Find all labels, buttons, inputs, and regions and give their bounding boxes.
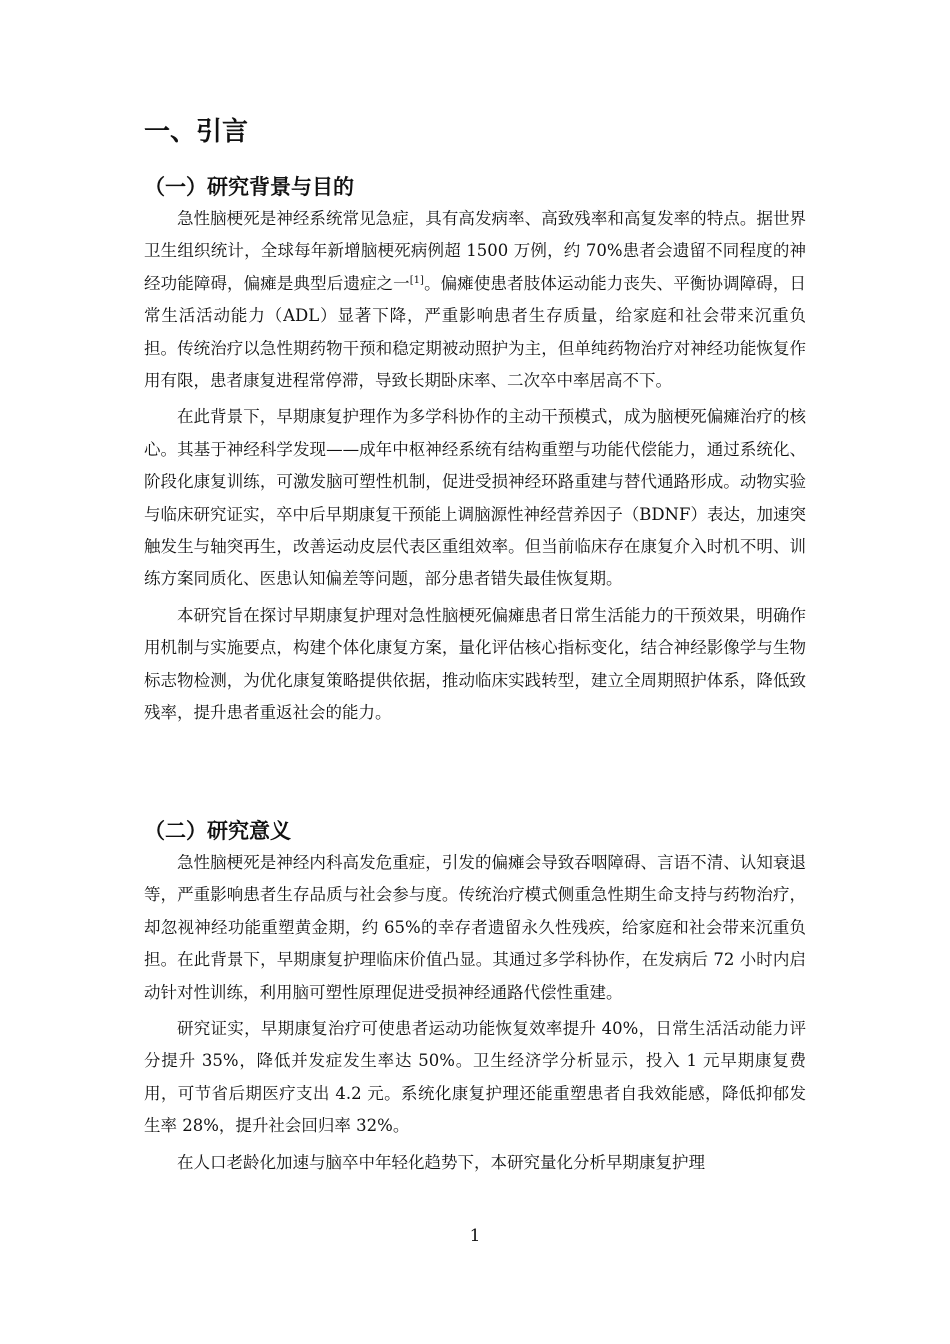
chapter-heading: 一、引言: [144, 117, 249, 147]
section-title-background: （一）研究背景与目的: [144, 175, 354, 199]
paragraph-significance-1: 急性脑梗死是神经内科高发危重症，引发的偏瘫会导致吞咽障碍、言语不清、认知衰退等，严重影响患者生存品质与社会参与度。传统治疗模式侧重急性期生命支持与药物治疗，却忽视神经功能重塑黄金期，约 65%的幸存者遗留永久性残疾，给家庭和社会带来沉重负担。在此背景下，早期康复护理临床价值凸显。其通过多学科协作，在发病后 72 小时内启动针对性训练，利用脑可塑性原理促进受损神经通路代偿性重建。: [144, 853, 806, 1002]
paragraph-significance-3: 在人口老龄化加速与脑卒中年轻化趋势下，本研究量化分析早期康复护理: [177, 1152, 705, 1172]
paragraph-significance-2: 研究证实，早期康复治疗可使患者运动功能恢复效率提升 40%，日常生活活动能力评分提升 35%，降低并发症发生率达 50%。卫生经济学分析显示，投入 1 元早期康复费用，可节省后期医疗支出 4.2 元。系统化康复护理还能重塑患者自我效能感，降低抑郁发生率 28%，提升社会回归率 32%。: [144, 1019, 806, 1136]
paragraph-background-1: [144, 203, 806, 397]
section-background: [144, 171, 806, 734]
paragraph-background-2: 在此背景下，早期康复护理作为多学科协作的主动干预模式，成为脑梗死偏瘫治疗的核心。其基于神经科学发现——成年中枢神经系统有结构重塑与功能代偿能力，通过系统化、阶段化康复训练，可激发脑可塑性机制，促进受损神经环路重建与替代通路形成。动物实验与临床研究证实，卒中后早期康复干预能上调脑源性神经营养因子（BDNF）表达，加速突触发生与轴突再生，改善运动皮层代表区重组效率。但当前临床存在康复介入时机不明、训练方案同质化、医患认知偏差等问题，部分患者错失最佳恢复期。: [144, 407, 806, 589]
paragraph-text: 急性脑梗死是神经系统常见急症，具有高发病率、高致残率和高复发率的特点。据世界卫生组织统计，全球每年新增脑梗死病例超 1500 万例，约 70%患者会遗留不同程度的神经功能障碍，偏瘫是典型后遗症之一: [144, 209, 806, 293]
page-number: 1: [469, 1226, 481, 1246]
citation-marker: [1]: [409, 274, 424, 286]
section-significance: [144, 815, 806, 1183]
paragraph-background-3: 本研究旨在探讨早期康复护理对急性脑梗死偏瘫患者日常生活能力的干预效果，明确作用机制与实施要点，构建个体化康复方案，量化评估核心指标变化，结合神经影像学与生物标志物检测，为优化康复策略提供依据，推动临床实践转型，建立全周期照护体系，降低致残率，提升患者重返社会的能力。: [144, 605, 806, 723]
section-title-significance: （二）研究意义: [144, 819, 291, 843]
paragraph-text: 。偏瘫使患者肢体运动能力丧失、平衡协调障碍，日常生活活动能力（ADL）显著下降，严重影响患者生存质量，给家庭和社会带来沉重负担。传统治疗以急性期药物干预和稳定期被动照护为主，但单纯药物治疗对神经功能恢复作用有限，患者康复进程常停滞，导致长期卧床率、二次卒中率居高不下。: [144, 273, 807, 391]
